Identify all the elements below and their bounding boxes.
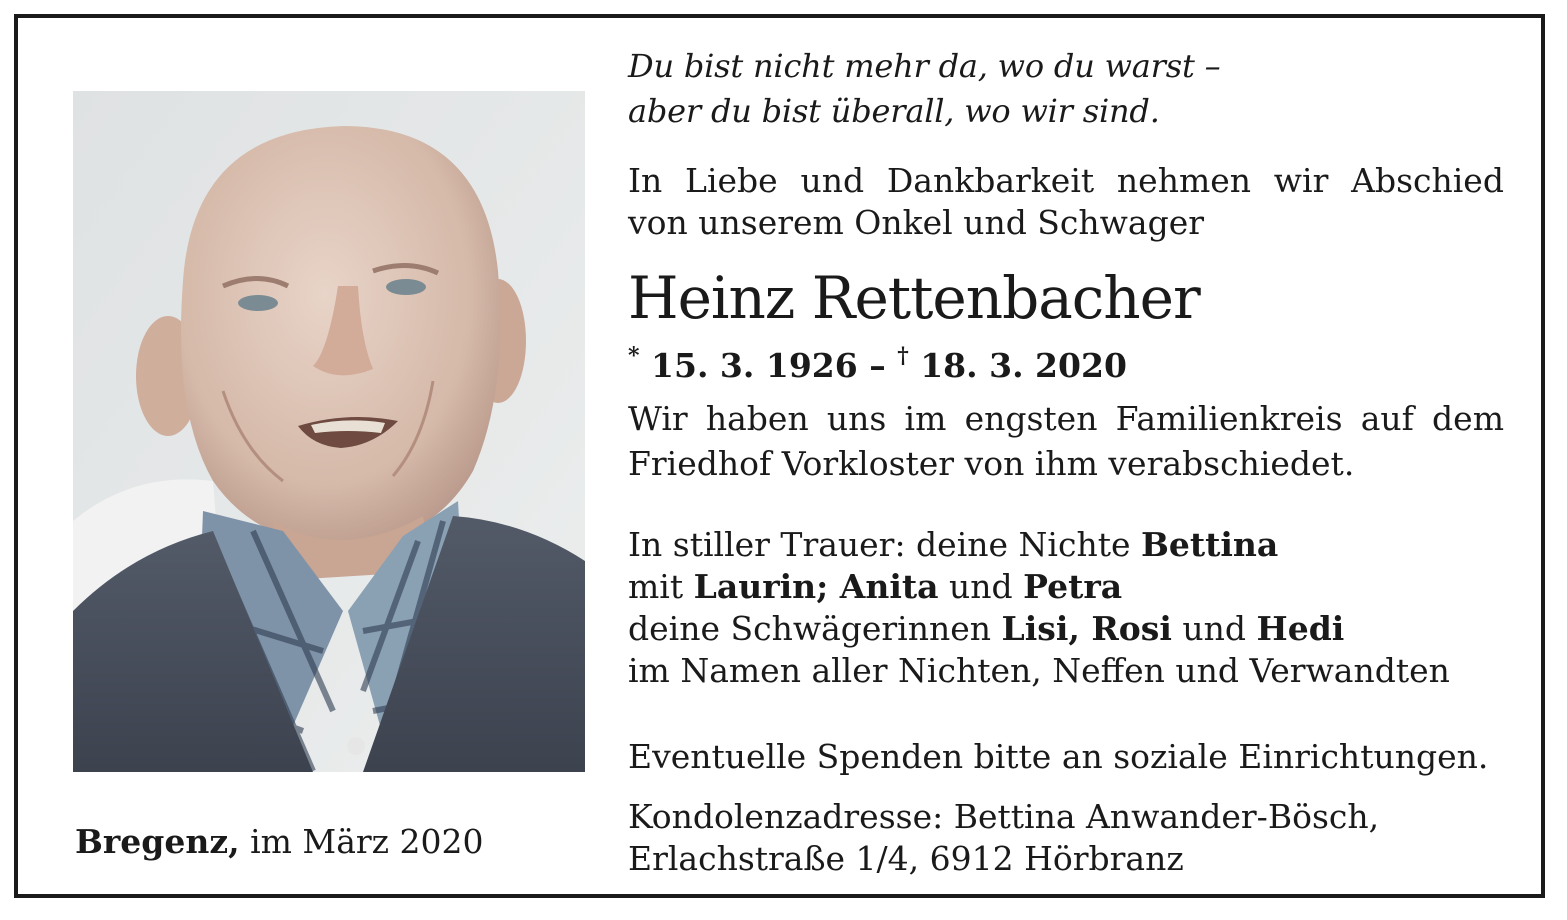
burial-word: Wir — [628, 399, 688, 438]
burial-line-1 — [628, 396, 1504, 441]
mourners-line-2 — [628, 566, 1508, 608]
place-month-year: im März 2020 — [239, 822, 484, 861]
intro-word: Dankbarkeit — [886, 161, 1095, 200]
mourners-line-1 — [628, 524, 1508, 566]
burial-word: auf — [1360, 399, 1414, 438]
mourner-name: Hedi — [1256, 609, 1345, 648]
intro-word: Abschied — [1351, 161, 1504, 200]
burial-word: uns — [826, 399, 887, 438]
motto-line-2: aber du bist überall, wo wir sind. — [628, 92, 1160, 130]
life-dates — [628, 334, 1508, 390]
condolence-address — [628, 796, 1508, 880]
burial-text — [628, 396, 1508, 486]
date-separator: – — [869, 346, 886, 385]
mourners-text: und — [938, 567, 1024, 606]
motto — [628, 44, 1508, 134]
intro-word: wir — [1273, 161, 1329, 200]
mourners-list — [628, 524, 1508, 692]
burial-word: dem — [1432, 399, 1504, 438]
intro-word: und — [800, 161, 865, 200]
mourner-name: Lisi, Rosi — [1001, 609, 1172, 648]
intro-text — [628, 160, 1508, 244]
intro-word: In — [628, 161, 663, 200]
death-date: 18. 3. 2020 — [920, 346, 1127, 385]
intro-line-1 — [628, 160, 1504, 202]
address-line-2: Erlachstraße 1/4, 6912 Hörbranz — [628, 839, 1184, 878]
mourners-line-4: im Namen aller Nichten, Neffen und Verwandten — [628, 651, 1450, 690]
burial-line-2: Friedhof Vorkloster von ihm verabschiedet. — [628, 444, 1355, 483]
intro-word: nehmen — [1116, 161, 1252, 200]
burial-word: im — [904, 399, 947, 438]
mourner-name: Bettina — [1140, 525, 1279, 564]
mourners-text: und — [1171, 609, 1257, 648]
mourner-name: Petra — [1023, 567, 1123, 606]
burial-word: Familienkreis — [1115, 399, 1343, 438]
burial-word: engsten — [964, 399, 1098, 438]
place-and-date — [75, 818, 484, 866]
death-symbol: † — [897, 343, 909, 369]
mourners-text: mit — [628, 567, 694, 606]
mourners-text: deine Schwägerinnen — [628, 609, 1002, 648]
address-line-1: Kondolenzadresse: Bettina Anwander-Bösch, — [628, 797, 1380, 836]
birth-symbol: * — [628, 343, 640, 369]
portrait-illustration — [73, 91, 585, 772]
donations-note: Eventuelle Spenden bitte an soziale Einrichtungen. — [628, 737, 1489, 776]
burial-word: haben — [705, 399, 809, 438]
portrait-photo — [73, 91, 585, 772]
mourners-text: In stiller Trauer: deine Nichte — [628, 525, 1141, 564]
deceased-name: Heinz Rettenbacher — [628, 264, 1200, 332]
mourners-line-3 — [628, 608, 1508, 650]
intro-word: Liebe — [685, 161, 778, 200]
place-city: Bregenz, — [75, 822, 240, 861]
mourner-name: Laurin; Anita — [693, 567, 939, 606]
birth-date: 15. 3. 1926 — [651, 346, 858, 385]
intro-line-2: von unserem Onkel und Schwager — [628, 203, 1205, 242]
motto-line-1: Du bist nicht mehr da, wo du warst – — [628, 47, 1221, 85]
